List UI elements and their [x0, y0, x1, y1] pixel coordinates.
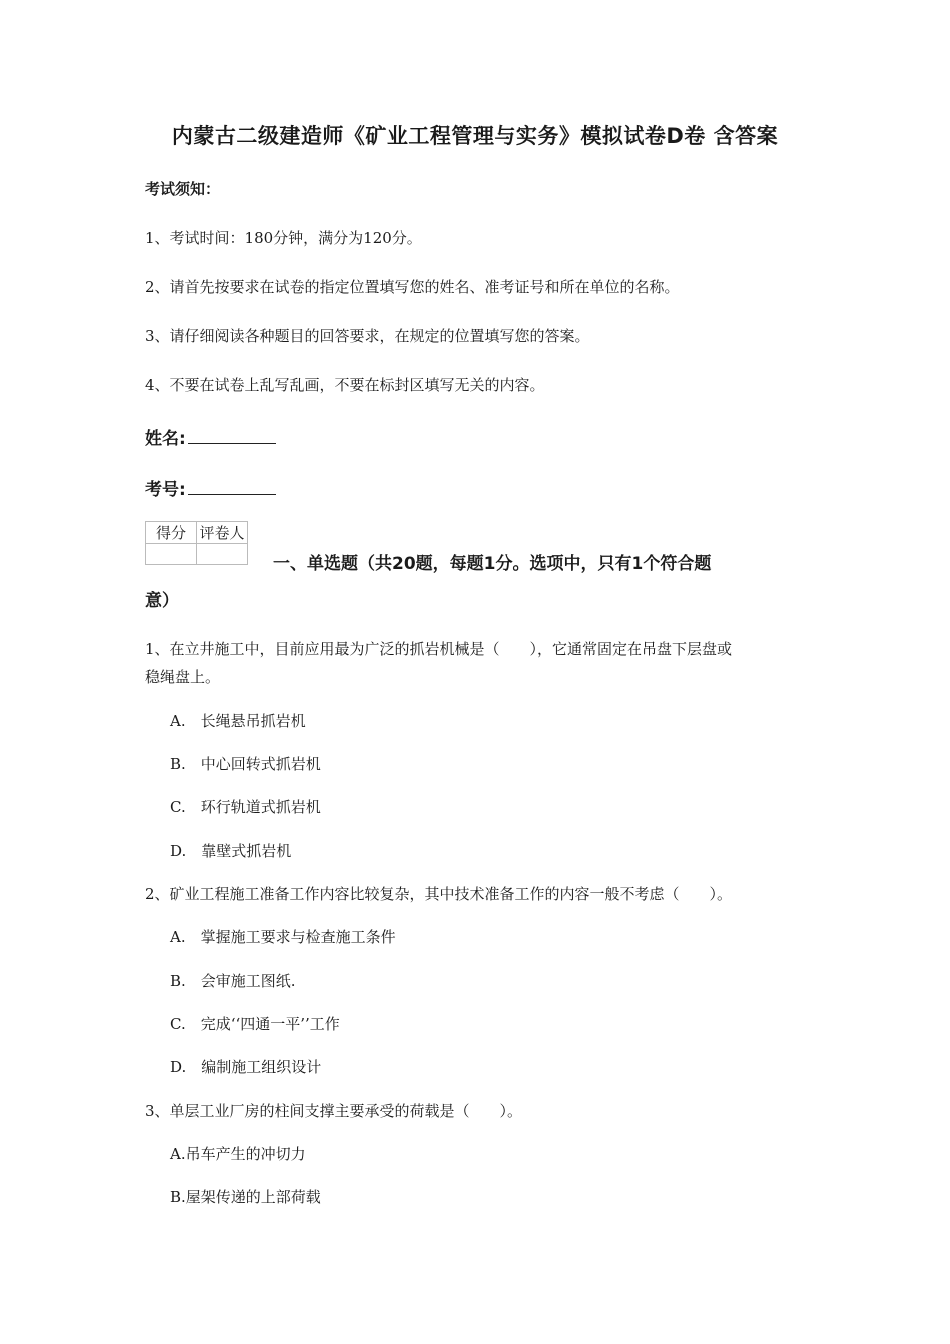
- question-stem: 2、矿业工程施工准备工作内容比较复杂，其中技术准备工作的内容一般不考虑（ ）。: [145, 885, 733, 903]
- section-heading: 一、单选题（共20题，每题1分。选项中，只有1个符合题: [273, 554, 712, 574]
- question-stem: 1、在立井施工中，目前应用最为广泛的抓岩机械是（ ），它通常固定在吊盘下层盘或: [145, 640, 733, 658]
- grader-header: 评卷人: [197, 522, 248, 544]
- notice-heading: 考试须知：: [145, 180, 221, 198]
- option: D. 靠壁式抓岩机: [170, 842, 292, 860]
- option: B. 中心回转式抓岩机: [170, 755, 321, 773]
- id-blank[interactable]: [188, 478, 276, 495]
- question-stem-cont: 稳绳盘上。: [145, 668, 221, 686]
- notice-item: 2、请首先按要求在试卷的指定位置填写您的姓名、准考证号和所在单位的名称。: [145, 278, 680, 296]
- option: A. 掌握施工要求与检查施工条件: [170, 928, 396, 946]
- name-label: 姓名:: [145, 429, 186, 449]
- name-blank[interactable]: [188, 427, 276, 444]
- option: B.屋架传递的上部荷载: [170, 1188, 321, 1206]
- option: C. 完成‘‘四通一平’’工作: [170, 1015, 340, 1033]
- score-cell[interactable]: [146, 544, 197, 565]
- notice-item: 3、请仔细阅读各种题目的回答要求，在规定的位置填写您的答案。: [145, 327, 590, 345]
- option: C. 环行轨道式抓岩机: [170, 798, 321, 816]
- grader-cell[interactable]: [197, 544, 248, 565]
- name-field: [145, 424, 276, 449]
- id-label: 考号:: [145, 480, 186, 500]
- score-table: [145, 521, 248, 565]
- option: A. 长绳悬吊抓岩机: [170, 712, 306, 730]
- id-field: [145, 475, 276, 500]
- notice-item: 4、不要在试卷上乱写乱画，不要在标封区填写无关的内容。: [145, 376, 545, 394]
- option: B. 会审施工图纸.: [170, 972, 296, 990]
- option: A.吊车产生的冲切力: [170, 1145, 306, 1163]
- notice-item: 1、考试时间：180分钟，满分为120分。: [145, 229, 422, 247]
- section-heading-cont: 意）: [145, 591, 179, 611]
- question-stem: 3、单层工业厂房的柱间支撑主要承受的荷载是（ ）。: [145, 1102, 523, 1120]
- page-title: 内蒙古二级建造师《矿业工程管理与实务》模拟试卷D卷 含答案: [171, 124, 779, 148]
- option: D. 编制施工组织设计: [170, 1058, 322, 1076]
- score-header: 得分: [146, 522, 197, 544]
